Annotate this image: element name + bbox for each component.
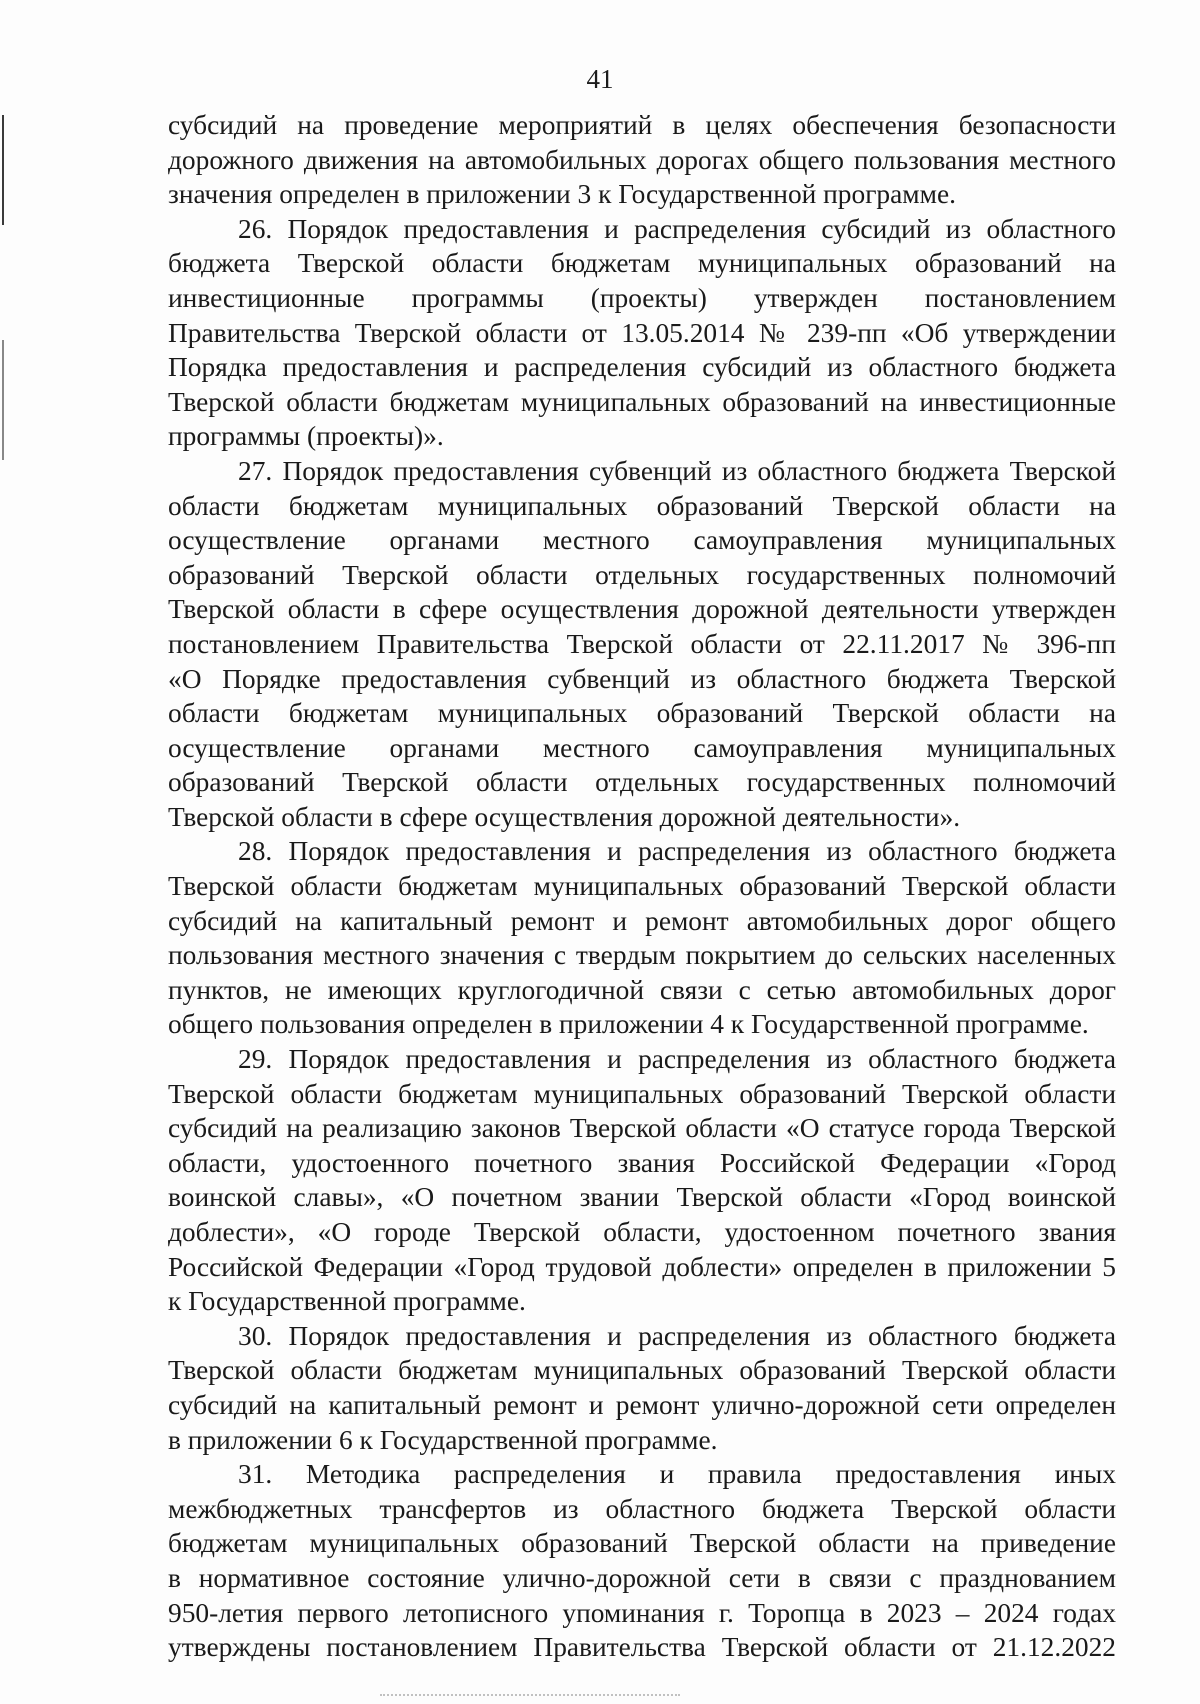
text-line: Правительства Тверской области от 13.05.2014 № 239-пп «Об утверждении [168, 317, 1116, 348]
text-line: инвестиционные программы (проекты) утвержден постановлением [168, 282, 1116, 313]
text-line: «О Порядке предоставления субвенций из областного бюджета Тверской [168, 663, 1116, 694]
text-line: Тверской области в сфере осуществления дорожной деятельности утвержден [168, 594, 1116, 625]
text-line: к Государственной программе. [168, 1286, 526, 1317]
text-line: пунктов, не имеющих круглогодичной связи с сетью автомобильных дорог [168, 974, 1116, 1005]
text-line: 30. Порядок предоставления и распределения из областного бюджета [238, 1320, 1116, 1351]
text-line: бюджетам муниципальных образований Тверской области на приведение [168, 1528, 1116, 1559]
text-line: Тверской области бюджетам муниципальных образований Тверской области [168, 871, 1116, 902]
text-line: субсидий на капитальный ремонт и ремонт автомобильных дорог общего [168, 905, 1116, 936]
text-line: утверждены постановлением Правительства Тверской области от 21.12.2022 [168, 1632, 1116, 1663]
text-line: Российской Федерации «Город трудовой доблести» определен в приложении 5 [168, 1251, 1116, 1282]
text-line: общего пользования определен в приложении 4 к Государственной программе. [168, 1009, 1089, 1040]
scan-edge-mark [2, 340, 4, 460]
text-line: осуществление органами местного самоуправления муниципальных [168, 732, 1116, 763]
text-line: бюджета Тверской области бюджетам муниципальных образований на [168, 248, 1116, 279]
text-line: субсидий на капитальный ремонт и ремонт улично-дорожной сети определен [168, 1389, 1116, 1420]
text-line: межбюджетных трансфертов из областного бюджета Тверской области [168, 1493, 1116, 1524]
text-line: дорожного движения на автомобильных дорогах общего пользования местного [168, 144, 1116, 175]
text-line: в приложении 6 к Государственной программе. [168, 1424, 718, 1455]
document-body [168, 108, 1116, 1665]
text-line: 26. Порядок предоставления и распределения субсидий из областного [238, 213, 1116, 244]
text-line: 31. Методика распределения и правила предоставления иных [238, 1459, 1116, 1490]
text-line: значения определен в приложении 3 к Государственной программе. [168, 179, 956, 210]
scan-edge-mark [2, 115, 4, 225]
text-line: субсидий на реализацию законов Тверской области «О статусе города Тверской [168, 1113, 1116, 1144]
text-line: области бюджетам муниципальных образований Тверской области на [168, 490, 1116, 521]
page-number: 41 [586, 64, 614, 94]
text-line: 950-летия первого летописного упоминания г. Торопца в 2023 – 2024 годах [168, 1597, 1116, 1628]
text-line: образований Тверской области отдельных государственных полномочий [168, 767, 1116, 798]
text-line: области, удостоенного почетного звания Российской Федерации «Город [168, 1147, 1116, 1178]
text-line: воинской славы», «О почетном звании Тверской области «Город воинской [168, 1182, 1116, 1213]
text-line: образований Тверской области отдельных государственных полномочий [168, 559, 1116, 590]
text-line: области бюджетам муниципальных образований Тверской области на [168, 698, 1116, 729]
scan-artifact [380, 1694, 680, 1698]
text-line: в нормативное состояние улично-дорожной сети в связи с празднованием [168, 1562, 1116, 1593]
text-line: Тверской области бюджетам муниципальных образований на инвестиционные [168, 386, 1116, 417]
text-line: 27. Порядок предоставления субвенций из областного бюджета Тверской [238, 455, 1116, 486]
text-line: субсидий на проведение мероприятий в целях обеспечения безопасности [168, 110, 1116, 140]
text-line: доблести», «О городе Тверской области, удостоенном почетного звания [168, 1217, 1116, 1247]
text-line: осуществление органами местного самоуправления муниципальных [168, 525, 1116, 556]
text-line: Порядка предоставления и распределения субсидий из областного бюджета [168, 352, 1116, 383]
text-line: Тверской области бюджетам муниципальных образований Тверской области [168, 1355, 1116, 1386]
text-line: 29. Порядок предоставления и распределения из областного бюджета [238, 1044, 1116, 1075]
text-line: программы (проекты)». [168, 421, 444, 452]
text-line: Тверской области бюджетам муниципальных образований Тверской области [168, 1078, 1116, 1109]
text-line: 28. Порядок предоставления и распределения из областного бюджета [238, 836, 1116, 867]
text-line: пользования местного значения с твердым покрытием до сельских населенных [168, 940, 1116, 971]
text-line: постановлением Правительства Тверской области от 22.11.2017 № 396-пп [168, 628, 1116, 659]
text-line: Тверской области в сфере осуществления дорожной деятельности». [168, 801, 961, 832]
